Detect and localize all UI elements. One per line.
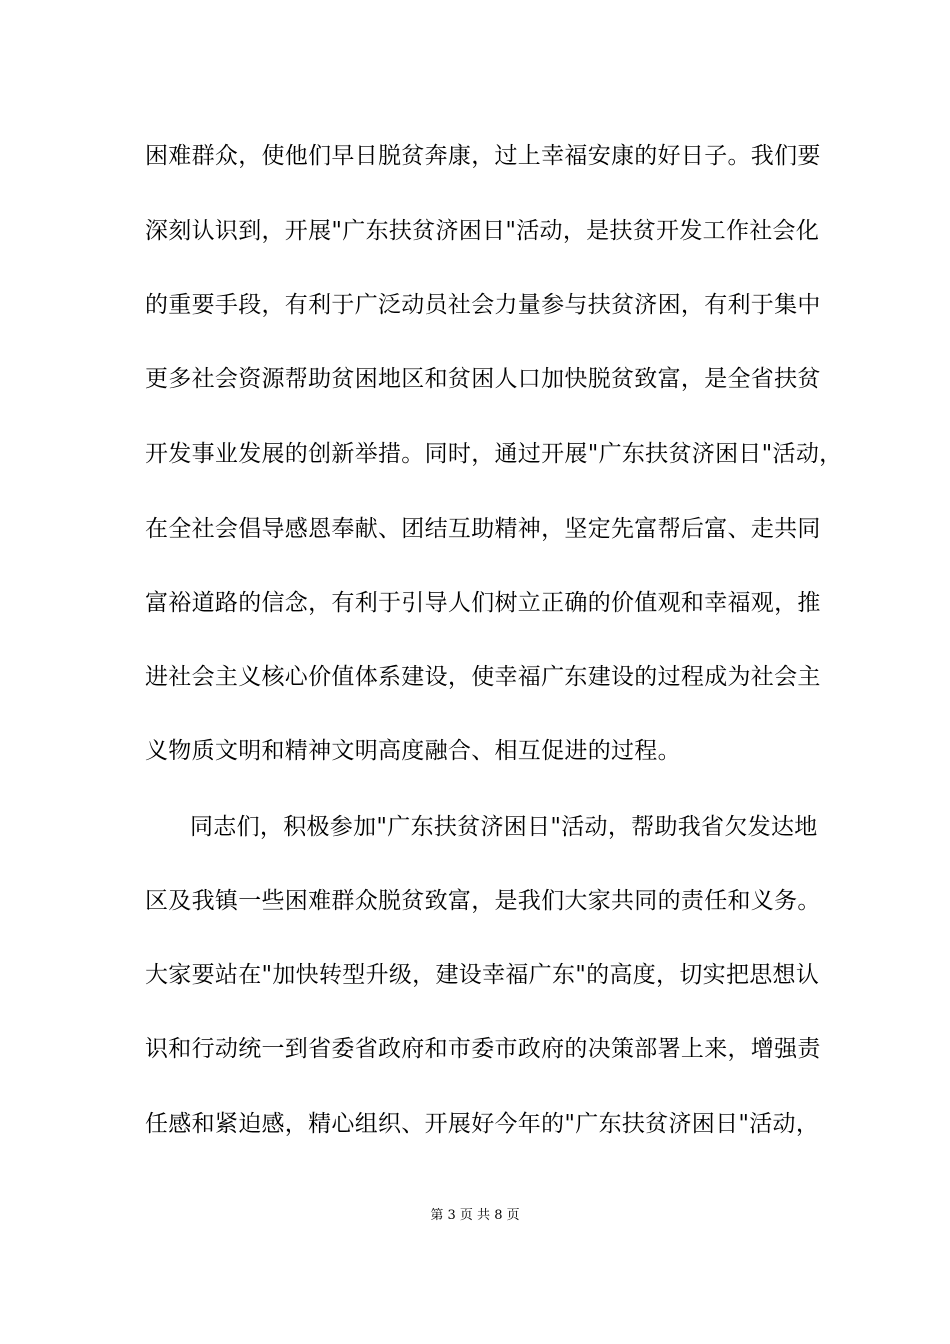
text-line: 在全社会倡导感恩奉献、团结互助精神，坚定先富帮后富、走共同 [145, 516, 821, 542]
text-line: 义物质文明和精神文明高度融合、相互促进的过程。 [145, 738, 681, 764]
text-line: 开发事业发展的创新举措。同时，通过开展"广东扶贫济困日"活动， [145, 441, 843, 467]
text-line: 识和行动统一到省委省政府和市委市政府的决策部署上来，增强责 [145, 1036, 821, 1062]
text-line: 区及我镇一些困难群众脱贫致富，是我们大家共同的责任和义务。 [145, 888, 821, 914]
text-line: 深刻认识到，开展"广东扶贫济困日"活动，是扶贫开发工作社会化 [145, 218, 820, 244]
text-line: 困难群众，使他们早日脱贫奔康，过上幸福安康的好日子。我们要 [145, 143, 821, 169]
paragraph-first-line: 同志们，积极参加"广东扶贫济困日"活动，帮助我省欠发达地 [190, 814, 818, 840]
text-line: 富裕道路的信念，有利于引导人们树立正确的价值观和幸福观，推 [145, 590, 821, 616]
text-line: 大家要站在"加快转型升级，建设幸福广东"的高度，切实把思想认 [145, 962, 820, 988]
text-line: 更多社会资源帮助贫困地区和贫困人口加快脱贫致富，是全省扶贫 [145, 366, 821, 392]
page-footer: 第 3 页 共 8 页 [430, 1208, 520, 1223]
text-line: 进社会主义核心价值体系建设，使幸福广东建设的过程成为社会主 [145, 664, 821, 690]
text-line: 的重要手段，有利于广泛动员社会力量参与扶贫济困，有利于集中 [145, 292, 821, 318]
text-line: 任感和紧迫感，精心组织、开展好今年的"广东扶贫济困日"活动， [145, 1111, 820, 1137]
